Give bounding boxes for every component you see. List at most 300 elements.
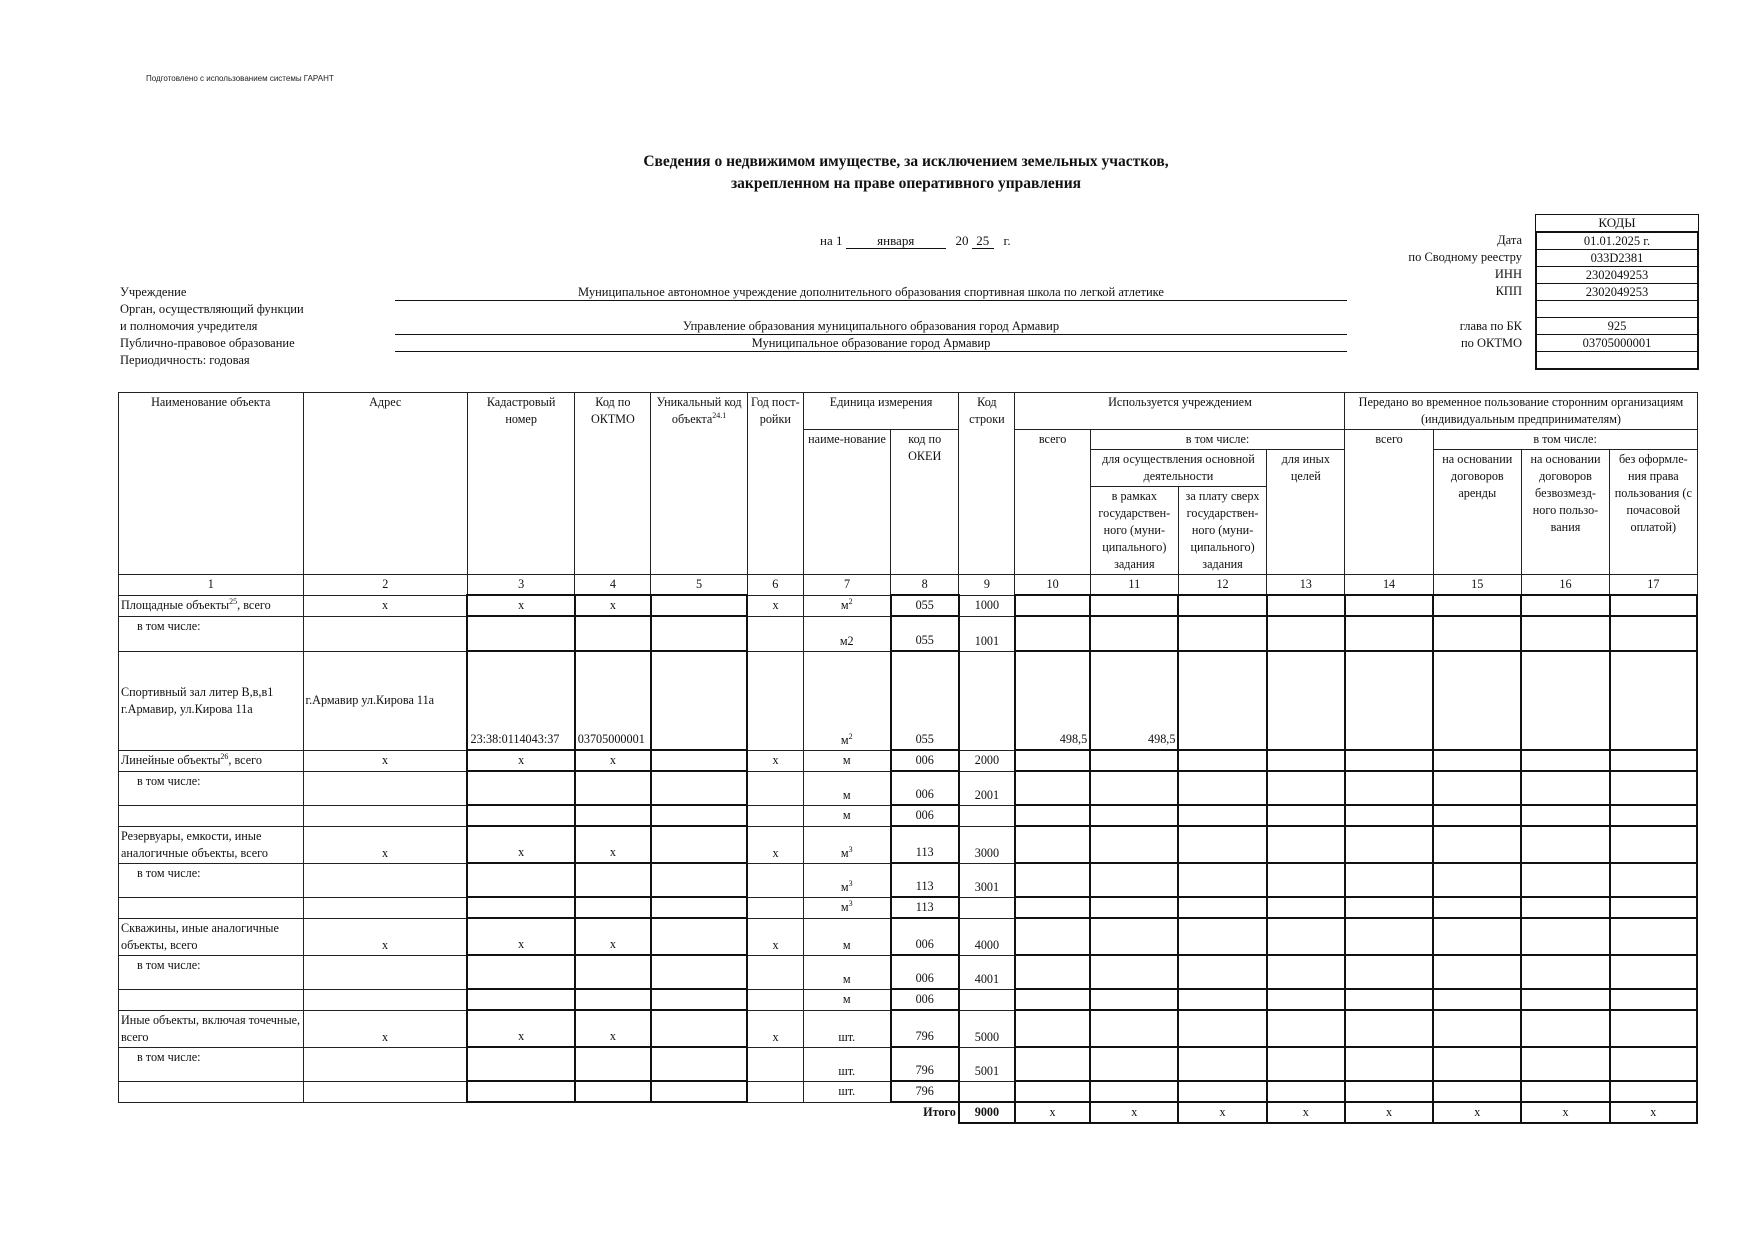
col-num: 1 [119, 575, 304, 596]
cell [467, 1081, 574, 1102]
cell [747, 651, 803, 750]
th-unique [651, 393, 747, 575]
col-num: 3 [467, 575, 574, 596]
th-free-use: на основании договоров безвозмезд-ного пользо-вания [1521, 450, 1609, 575]
cell [1267, 897, 1345, 918]
cell [747, 771, 803, 805]
th-address: Адрес [303, 393, 467, 575]
row-object-name: Спортивный зал литер В,в,в1 г.Армавир, ул.Кирова 11а [119, 651, 304, 750]
col-num: 6 [747, 575, 803, 596]
cell [1433, 1047, 1521, 1081]
founder-label-2: и полномочия учредителя [120, 319, 258, 333]
table-row [119, 863, 1698, 897]
cell [1267, 863, 1345, 897]
cell [1433, 897, 1521, 918]
unit-text: м [840, 597, 849, 612]
cell [1345, 863, 1433, 897]
cell [1610, 1047, 1697, 1081]
col-num: 9 [959, 575, 1015, 596]
cell [1178, 826, 1266, 863]
cell [1610, 863, 1697, 897]
row-name-suffix: , всего [228, 752, 262, 767]
cell [1178, 651, 1266, 750]
cell [303, 771, 467, 805]
cell [1090, 1081, 1178, 1102]
cell [1345, 1010, 1433, 1047]
cell [303, 805, 467, 826]
cell [651, 1081, 747, 1102]
cell-x: х [747, 595, 803, 616]
cell-x: х [1090, 1102, 1178, 1123]
table-row [119, 805, 1698, 826]
th-no-right: без оформле-ния права пользования (с почасовой оплатой) [1610, 450, 1697, 575]
property-table [118, 392, 1698, 1124]
cell [1015, 1047, 1090, 1081]
cell-x: х [467, 1010, 574, 1047]
cell [1610, 897, 1697, 918]
cell [1610, 1010, 1697, 1047]
cell [1015, 616, 1090, 651]
cell [1090, 826, 1178, 863]
col-num: 15 [1433, 575, 1521, 596]
cell [1178, 771, 1266, 805]
cell [1090, 595, 1178, 616]
cell-cadastral: 23:38:0114043:37 [467, 651, 574, 750]
cell [1178, 1081, 1266, 1102]
cell-code: 1000 [959, 595, 1015, 616]
cell [1267, 989, 1345, 1010]
cell [651, 651, 747, 750]
cell [1015, 826, 1090, 863]
cell-unit: м [803, 771, 890, 805]
row-name-text: Линейные объекты [121, 752, 221, 767]
cell [1521, 863, 1609, 897]
cell-okei: 006 [891, 955, 959, 989]
cell [1267, 771, 1345, 805]
cell-x: х [1345, 1102, 1433, 1123]
table-row [119, 826, 1698, 863]
cell [1178, 897, 1266, 918]
cell-x: х [303, 750, 467, 771]
cell [959, 989, 1015, 1010]
cell [303, 897, 467, 918]
table-row [119, 1010, 1698, 1047]
cell [1345, 826, 1433, 863]
cell [747, 1047, 803, 1081]
th-unit-okei: код по ОКЕИ [891, 430, 959, 575]
cell-unit: шт. [803, 1047, 890, 1081]
cell [651, 805, 747, 826]
cell [1267, 595, 1345, 616]
cell [651, 750, 747, 771]
cell-code: 4001 [959, 955, 1015, 989]
cell [1090, 805, 1178, 826]
cell-x: х [575, 918, 651, 955]
column-numbers-row [119, 575, 1698, 596]
cell-unit: м2 [803, 616, 890, 651]
col-num: 8 [891, 575, 959, 596]
cell [1090, 955, 1178, 989]
cell [1521, 616, 1609, 651]
cell [1090, 989, 1178, 1010]
date-year: 25 [972, 234, 994, 249]
th-used: Используется учреждением [1015, 393, 1345, 430]
cell-code: 1001 [959, 616, 1015, 651]
date-suffix: г. [1003, 233, 1011, 248]
institution-label: Учреждение [120, 285, 187, 299]
cell [651, 616, 747, 651]
table-row [119, 955, 1698, 989]
cell-x: х [467, 595, 574, 616]
codes-header: КОДЫ [1535, 214, 1699, 231]
page-title: Сведения о недвижимом имуществе, за исключением земельных участков, [643, 153, 1169, 170]
th-year: Год пост-ройки [747, 393, 803, 575]
cell [1521, 918, 1609, 955]
cell [1610, 1081, 1697, 1102]
cell-okei: 796 [891, 1047, 959, 1081]
th-main-activity: для осуществления основной деятельности [1090, 450, 1266, 487]
cell [119, 805, 304, 826]
cell-x: х [1178, 1102, 1266, 1123]
cell [1267, 1047, 1345, 1081]
cell [651, 771, 747, 805]
cell [1433, 616, 1521, 651]
cell [575, 805, 651, 826]
cell [651, 1010, 747, 1047]
codes-box [1535, 214, 1699, 370]
cell [1521, 651, 1609, 750]
cell [119, 897, 304, 918]
cell [1090, 1010, 1178, 1047]
cell [1090, 771, 1178, 805]
code-date: 01.01.2025 г. [1537, 233, 1697, 250]
cell [1610, 955, 1697, 989]
cell [1521, 989, 1609, 1010]
cell [1267, 918, 1345, 955]
unit-text: м [840, 899, 849, 914]
cell [119, 1081, 304, 1102]
cell [1345, 1047, 1433, 1081]
th-oktmo: Код по ОКТМО [575, 393, 651, 575]
cell [1015, 1010, 1090, 1047]
cell-okei: 796 [891, 1010, 959, 1047]
table-row [119, 918, 1698, 955]
cell [1015, 897, 1090, 918]
cell [1433, 918, 1521, 955]
cell [1345, 616, 1433, 651]
cell [651, 918, 747, 955]
table-row [119, 989, 1698, 1010]
footnote-sup: 26 [220, 751, 229, 761]
code-oktmo: 03705000001 [1537, 335, 1697, 352]
cell [575, 616, 651, 651]
cell-x: х [575, 595, 651, 616]
row-incl: в том числе: [119, 955, 304, 989]
cell [467, 616, 574, 651]
cell [575, 955, 651, 989]
cell [1015, 1081, 1090, 1102]
table-row [119, 771, 1698, 805]
cell-code: 4000 [959, 918, 1015, 955]
th-paid: за плату сверх государствен-ного (муни-ципального) задания [1178, 487, 1266, 575]
cell-okei: 113 [891, 826, 959, 863]
total-code: 9000 [959, 1102, 1015, 1123]
th-tr-total: всего [1345, 430, 1433, 575]
cell-unit: м [803, 989, 890, 1010]
cell [467, 863, 574, 897]
code-bk: 925 [1537, 318, 1697, 335]
cell-unit [803, 897, 890, 918]
cell [1345, 897, 1433, 918]
institution-value: Муниципальное автономное учреждение дополнительного образования спортивная школа по легкой атлетике [395, 285, 1347, 301]
cell [1521, 955, 1609, 989]
cell [1267, 805, 1345, 826]
cell [467, 989, 574, 1010]
cell [1267, 1081, 1345, 1102]
col-num: 16 [1521, 575, 1609, 596]
cell [1345, 989, 1433, 1010]
unit-sup: 3 [848, 844, 853, 854]
col-num: 13 [1267, 575, 1345, 596]
cell [1267, 1010, 1345, 1047]
cell [1521, 826, 1609, 863]
public-entity-value: Муниципальное образование город Армавир [395, 336, 1347, 352]
cell-x: х [1015, 1102, 1090, 1123]
cell-x: х [747, 1010, 803, 1047]
cell [1090, 750, 1178, 771]
cell [1610, 750, 1697, 771]
row-name [119, 750, 304, 771]
total-row [119, 1102, 1698, 1123]
cell-state-task: 498,5 [1090, 651, 1178, 750]
date-year-prefix: 20 [955, 233, 969, 248]
cell [1178, 1047, 1266, 1081]
cell [1433, 750, 1521, 771]
th-used-incl: в том числе: [1090, 430, 1345, 450]
cell [467, 955, 574, 989]
cell [1090, 1047, 1178, 1081]
cell [1345, 651, 1433, 750]
cell-okei: 113 [891, 897, 959, 918]
cell [1433, 771, 1521, 805]
cell [303, 616, 467, 651]
cell-x: х [1267, 1102, 1345, 1123]
cell-x: х [303, 595, 467, 616]
col-num: 14 [1345, 575, 1433, 596]
cell-okei: 113 [891, 863, 959, 897]
cell [1015, 955, 1090, 989]
cell [1521, 805, 1609, 826]
row-name [119, 595, 304, 616]
th-state-task: в рамках государствен-ного (муни-ципального) задания [1090, 487, 1178, 575]
cell-used-total: 498,5 [1015, 651, 1090, 750]
cell [1433, 595, 1521, 616]
cell [1178, 1010, 1266, 1047]
code-inn: 2302049253 [1537, 267, 1697, 284]
row-incl: в том числе: [119, 1047, 304, 1081]
cell [303, 989, 467, 1010]
cell [1521, 771, 1609, 805]
th-transferred: Передано во временное пользование сторонним организациям (индивидуальным предпринимателям) [1345, 393, 1697, 430]
row-incl: в том числе: [119, 863, 304, 897]
cell-unit [803, 863, 890, 897]
cell [747, 955, 803, 989]
cell [651, 989, 747, 1010]
cell-oktmo: 03705000001 [575, 651, 651, 750]
cell [747, 897, 803, 918]
row-incl: в том числе: [119, 616, 304, 651]
cell [651, 595, 747, 616]
cell [1345, 955, 1433, 989]
cell [1178, 918, 1266, 955]
cell [1433, 1081, 1521, 1102]
cell-okei: 006 [891, 989, 959, 1010]
cell [1521, 897, 1609, 918]
cell [747, 616, 803, 651]
cell-x: х [467, 826, 574, 863]
cell [1178, 955, 1266, 989]
cell [1345, 750, 1433, 771]
cell [467, 1047, 574, 1081]
cell-x: х [467, 918, 574, 955]
row-name: Скважины, иные аналогичные объекты, всего [119, 918, 304, 955]
cell [651, 1047, 747, 1081]
cell [575, 1047, 651, 1081]
cell-okei: 055 [891, 651, 959, 750]
col-num: 2 [303, 575, 467, 596]
cell-okei: 006 [891, 918, 959, 955]
cell [1521, 595, 1609, 616]
codes-label-kpp: КПП [1495, 284, 1522, 298]
unit-text: м [840, 732, 849, 747]
cell-unit: м [803, 918, 890, 955]
founder-value: Управление образования муниципального образования город Армавир [395, 319, 1347, 335]
garant-note: Подготовлено с использованием системы ГАРАНТ [146, 74, 334, 83]
cell [1610, 595, 1697, 616]
cell-unit [803, 826, 890, 863]
cell [1345, 805, 1433, 826]
cell-x: х [747, 918, 803, 955]
th-unit: Единица измерения [803, 393, 958, 430]
cell [959, 897, 1015, 918]
cell [1433, 863, 1521, 897]
codes-label-inn: ИНН [1494, 267, 1522, 281]
cell [651, 826, 747, 863]
cell [303, 863, 467, 897]
col-num: 17 [1610, 575, 1697, 596]
col-num: 4 [575, 575, 651, 596]
col-num: 7 [803, 575, 890, 596]
cell-unit: шт. [803, 1081, 890, 1102]
cell-okei: 006 [891, 750, 959, 771]
cell [1433, 955, 1521, 989]
cell [1345, 1081, 1433, 1102]
cell [1433, 805, 1521, 826]
cell [1433, 1010, 1521, 1047]
table-row [119, 897, 1698, 918]
codes-label-bk: глава по БК [1459, 319, 1522, 333]
cell [303, 1047, 467, 1081]
cell [1345, 918, 1433, 955]
footnote-sup: 25 [229, 596, 238, 606]
cell-x: х [747, 750, 803, 771]
cell [1015, 989, 1090, 1010]
cell [575, 771, 651, 805]
col-num: 5 [651, 575, 747, 596]
cell-x: х [747, 826, 803, 863]
cell-code: 5001 [959, 1047, 1015, 1081]
cell [467, 771, 574, 805]
table-row [119, 750, 1698, 771]
cell [651, 863, 747, 897]
cell-x: х [575, 1010, 651, 1047]
cell [959, 805, 1015, 826]
cell [651, 955, 747, 989]
th-row-code: Код строки [959, 393, 1015, 575]
cell [1521, 750, 1609, 771]
cell [1267, 651, 1345, 750]
cell [1015, 595, 1090, 616]
total-label: Итого [923, 1105, 956, 1119]
unit-sup: 2 [848, 731, 853, 741]
cell-unit [803, 595, 890, 616]
row-name: Иные объекты, включая точечные, всего [119, 1010, 304, 1047]
cell [467, 897, 574, 918]
cell [1610, 651, 1697, 750]
row-name: Резервуары, емкости, иные аналогичные объекты, всего [119, 826, 304, 863]
cell [1090, 863, 1178, 897]
cell-x: х [1521, 1102, 1609, 1123]
cell [467, 805, 574, 826]
cell [1267, 955, 1345, 989]
founder-label-1: Орган, осуществляющий функции [120, 302, 304, 316]
th-other-purposes: для иных целей [1267, 450, 1345, 575]
cell-code: 3001 [959, 863, 1015, 897]
code-blank [1537, 301, 1697, 318]
cell [1433, 651, 1521, 750]
cell [747, 1081, 803, 1102]
row-name-text: Площадные объекты [121, 597, 230, 612]
cell [1090, 897, 1178, 918]
cell-unit: м [803, 805, 890, 826]
cell [575, 1081, 651, 1102]
th-used-total: всего [1015, 430, 1090, 575]
cell-x: х [303, 826, 467, 863]
cell-code: 2001 [959, 771, 1015, 805]
cell [959, 651, 1015, 750]
cell [1015, 863, 1090, 897]
cell [1433, 826, 1521, 863]
page-subtitle: закрепленном на праве оперативного управления [730, 175, 1082, 192]
th-tr-incl: в том числе: [1433, 430, 1697, 450]
th-unit-name: наиме-нование [803, 430, 890, 575]
code-registry: 033D2381 [1537, 250, 1697, 267]
date-prefix: на 1 [820, 233, 843, 248]
cell [1345, 771, 1433, 805]
cell [1521, 1047, 1609, 1081]
codes-label-oktmo: по ОКТМО [1460, 336, 1522, 350]
cell [1521, 1081, 1609, 1102]
cell [1267, 616, 1345, 651]
cell-unit: м [803, 750, 890, 771]
table-row [119, 1081, 1698, 1102]
unit-text: м [840, 879, 849, 894]
cell-x: х [575, 750, 651, 771]
cell [1178, 989, 1266, 1010]
th-name: Наименование объекта [119, 393, 304, 575]
cell-okei: 055 [891, 595, 959, 616]
cell [1345, 595, 1433, 616]
